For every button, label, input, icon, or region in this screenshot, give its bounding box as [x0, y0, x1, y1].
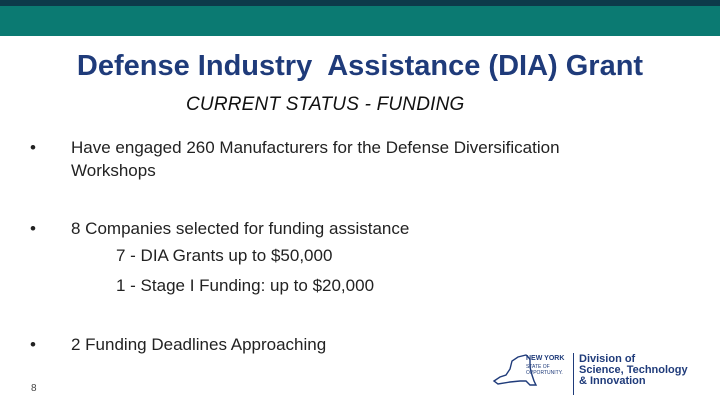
- bullet-dot: •: [30, 219, 36, 238]
- logo-state-tagline: [526, 364, 563, 376]
- bullet-dot: •: [30, 138, 36, 157]
- nys-dsti-logo: [490, 349, 690, 399]
- bullet-text: 2 Funding Deadlines Approaching: [71, 335, 327, 354]
- logo-tagline-line-2: OPPORTUNITY.: [526, 370, 563, 376]
- slide-subtitle: CURRENT STATUS - FUNDING: [186, 94, 465, 115]
- slide-title: Defense Industry Assistance (DIA) Grant: [76, 50, 644, 82]
- top-band: [0, 6, 720, 36]
- bullet-subitem: 7 - DIA Grants up to $50,000: [116, 246, 333, 265]
- bullet-text: Have engaged 260 Manufacturers for the Defense Diversification: [71, 138, 560, 157]
- division-line-2: Science, Technology: [579, 364, 688, 376]
- division-line-1: Division of: [579, 353, 636, 365]
- logo-state-name: NEW YORK: [526, 355, 565, 362]
- bullet-text: 8 Companies selected for funding assistance: [71, 219, 410, 238]
- page-number: 8: [31, 383, 37, 394]
- division-line-3: & Innovation: [579, 375, 646, 387]
- bullet-text-continued: Workshops: [71, 161, 156, 180]
- division-name: [579, 354, 688, 387]
- logo-tagline-line-1: STATE OF: [526, 364, 550, 370]
- bullet-dot: •: [30, 335, 36, 354]
- logo-divider: [573, 353, 574, 395]
- bullet-subitem: 1 - Stage I Funding: up to $20,000: [116, 276, 375, 295]
